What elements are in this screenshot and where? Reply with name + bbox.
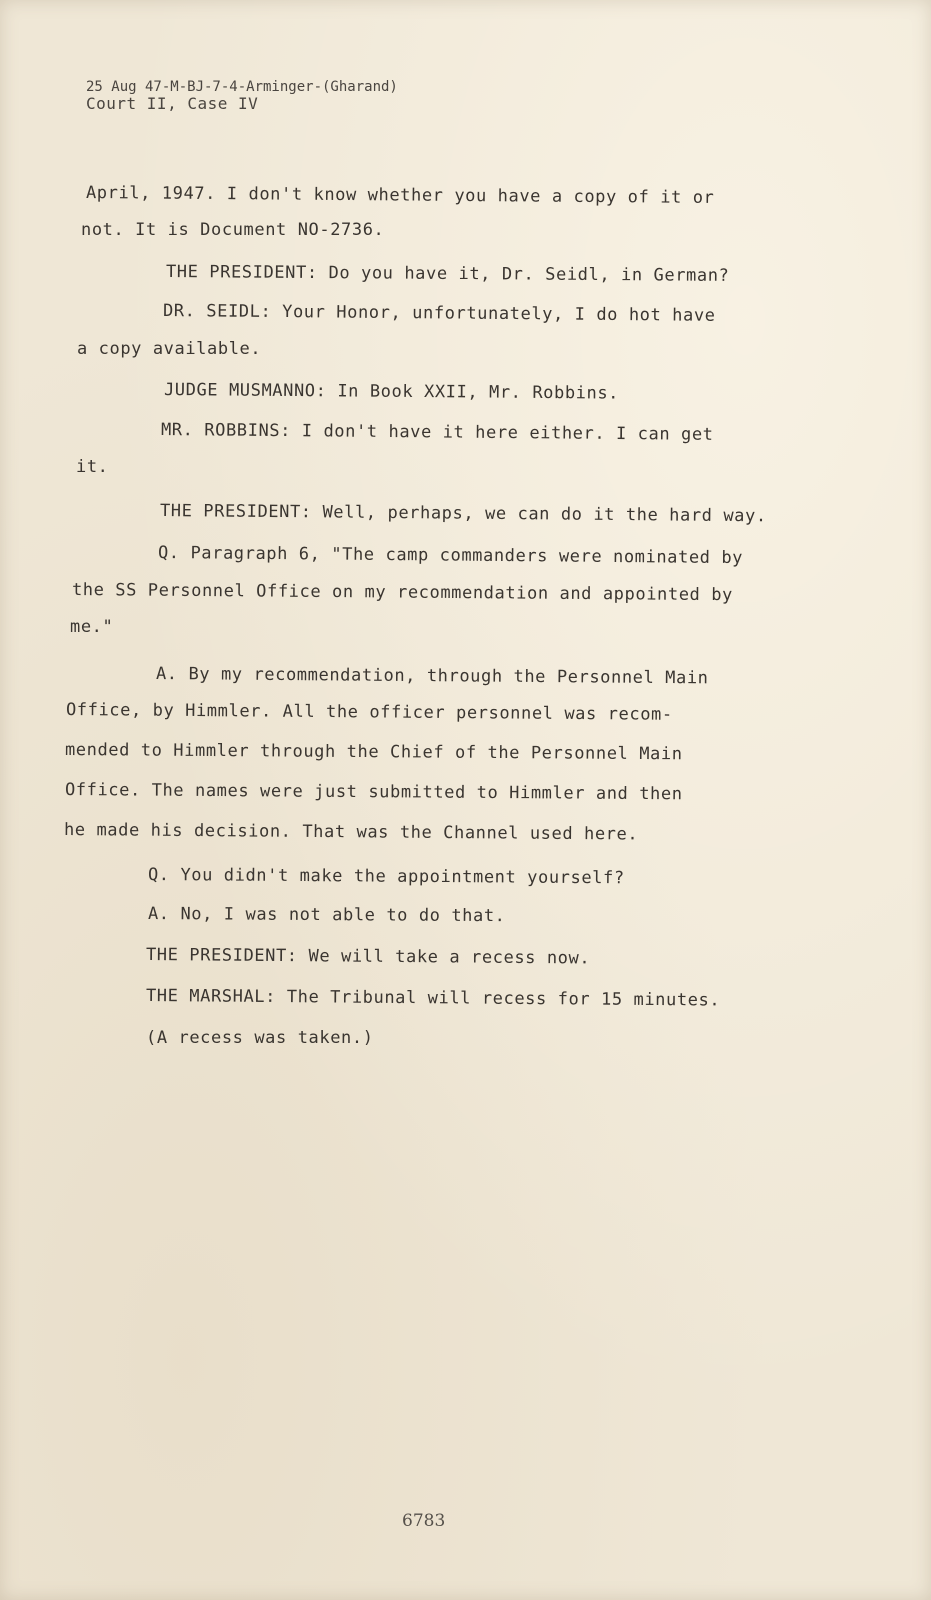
text-line: Q. Paragraph 6, "The camp commanders were nominated by xyxy=(157,543,744,569)
text-line: (A recess was taken.) xyxy=(146,1028,374,1048)
text-line: mended to Himmler through the Chief of the Personnel Main xyxy=(64,740,683,765)
text-line: DR. SEIDL: Your Honor, unfortunately, I do hot have xyxy=(162,301,716,326)
text-line: me." xyxy=(70,617,114,637)
text-line: Office, by Himmler. All the officer personnel was recom- xyxy=(65,700,673,725)
text-line: April, 1947. I don't know whether you have a copy of it or xyxy=(85,183,715,208)
text-line: THE PRESIDENT: We will take a recess now. xyxy=(145,945,591,969)
text-line: a copy available. xyxy=(77,339,262,359)
text-line: the SS Personnel Office on my recommendation and appointed by xyxy=(71,580,733,606)
header-line-1: 25 Aug 47-M-BJ-7-4-Arminger-(Gharand) xyxy=(86,79,398,95)
text-line: Office. The names were just submitted to Himmler and then xyxy=(64,780,683,805)
header-line-2: Court II, Case IV xyxy=(86,94,259,113)
text-line: THE PRESIDENT: Do you have it, Dr. Seidl, in German? xyxy=(165,262,730,286)
text-line: THE MARSHAL: The Tribunal will recess for 15 minutes. xyxy=(145,986,721,1011)
text-line: not. It is Document NO-2736. xyxy=(81,220,385,240)
text-line: JUDGE MUSMANNO: In Book XXII, Mr. Robbins. xyxy=(163,380,620,404)
text-line: it. xyxy=(76,457,109,477)
text-line: A. By my recommendation, through the Personnel Main xyxy=(155,664,709,689)
text-line: A. No, I was not able to do that. xyxy=(147,904,506,927)
text-line: THE PRESIDENT: Well, perhaps, we can do it the hard way. xyxy=(159,501,767,527)
text-line: Q. You didn't make the appointment yourself? xyxy=(147,865,625,889)
page-number: 6783 xyxy=(402,1511,446,1531)
text-line: MR. ROBBINS: I don't have it here either. I can get xyxy=(160,420,714,445)
text-line: he made his decision. That was the Channel used here. xyxy=(63,820,639,845)
